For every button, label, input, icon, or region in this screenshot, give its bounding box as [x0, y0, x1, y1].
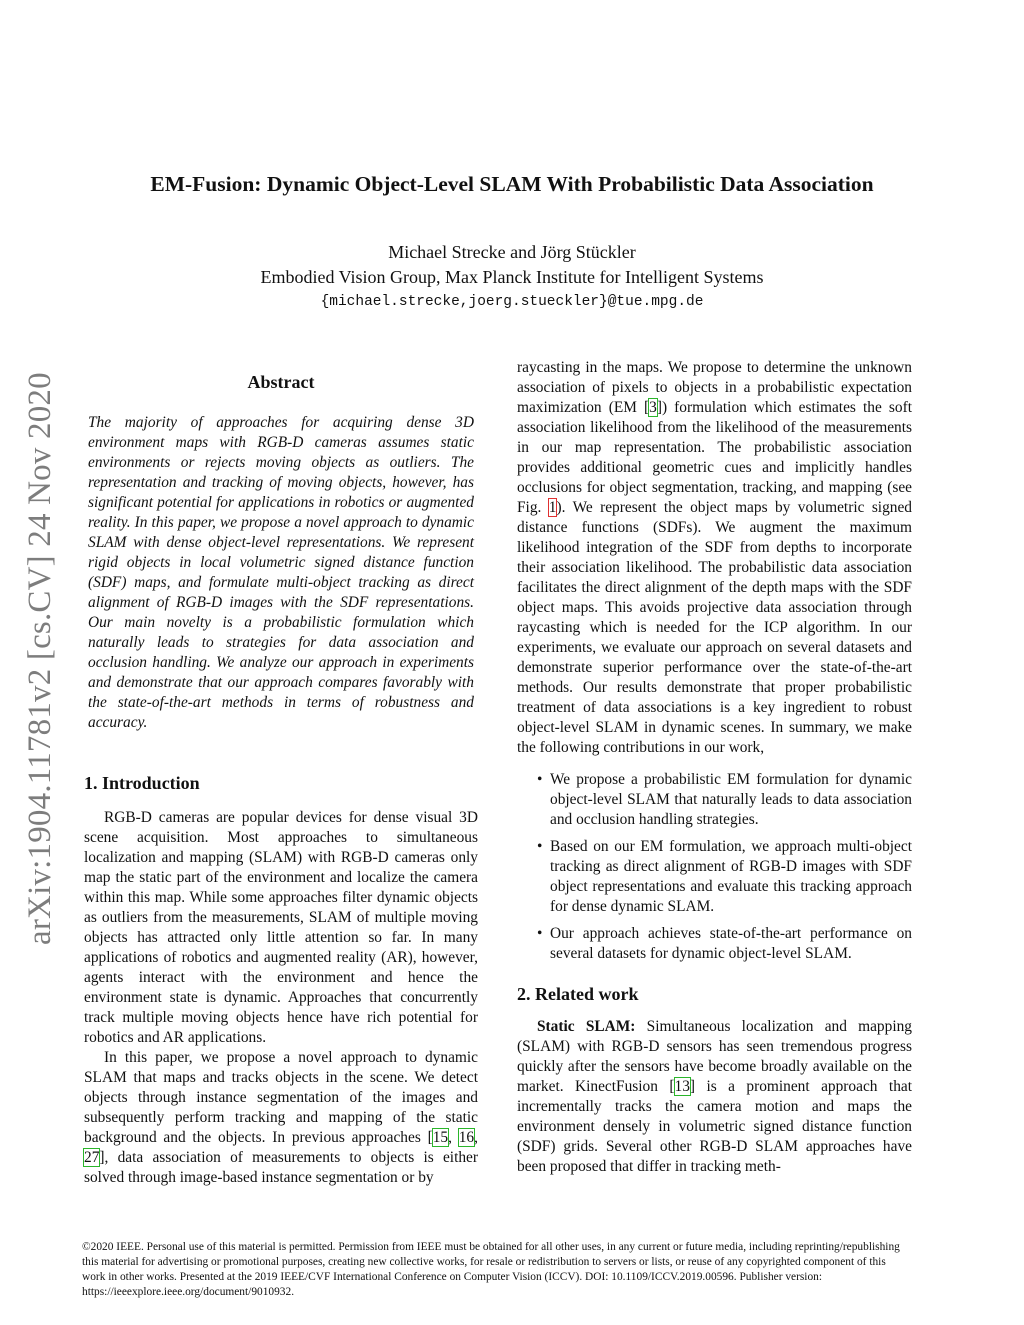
citation-link[interactable]: 16: [458, 1129, 475, 1146]
text-run: raycasting in the maps. We propose to determine the unknown association of pixels to objects in a probabilistic expectation maximization (EM [: [517, 359, 912, 416]
related-work-paragraph: [517, 1017, 912, 1177]
arxiv-identifier: arXiv:1904.11781v2 [cs.CV] 24 Nov 2020: [22, 372, 58, 945]
paper-title: EM-Fusion: Dynamic Object-Level SLAM With Probabilistic Data Association: [150, 172, 874, 196]
section-heading-introduction: 1. Introduction: [84, 773, 200, 793]
intro-paragraph-2-start: In this paper, we propose a novel approach to dynamic SLAM that maps and tracks objects in the scene. We detect objects through instance segmentation of the images and subsequently perform tracking and mapping of the static background and the objects. In previous approaches [15, 16, 27], data association of measurements to objects is either solved through image-based instance segmentation or by: [84, 1049, 478, 1186]
copyright-notice: ©2020 IEEE. Personal use of this material is permitted. Permission from IEEE must be obtained for all other uses, in any current or future media, including reprinting/republishing this material for advertising or promotional purposes, creating new collective works, for resale or redistribution to servers or lists, or reuse of any copyrighted component of this work in other works. Presented at the 2019 IEEE/CVF International Conference on Computer Vision (ICCV). DOI: 10.1109/ICCV.2019.00596. Publisher version: https://ieeexplore.ieee.org/document/9010932.: [82, 1241, 900, 1298]
run-in-heading: Static SLAM:: [537, 1018, 636, 1035]
right-column: [517, 358, 912, 1177]
author-block: [0, 240, 1024, 315]
intro-paragraph-1: RGB-D cameras are popular devices for dense visual 3D scene acquisition. Most approaches to simultaneous localization and mapping (SLAM) with RGB-D cameras only map the static part of the environment and localize the camera within this map. While some approaches filter dynamic objects as outliers from the measurements, SLAM of multiple moving objects has attracted only little attention so far. In many applications of robotics and augmented reality (AR), however, agents interact with the environment and hence the environment state is dynamic. Approaches that concurrently track multiple moving objects hence have rich potential for robotics and AR applications.: [84, 809, 478, 1046]
citation-link[interactable]: 13: [674, 1078, 690, 1095]
section-heading-related-work: 2. Related work: [517, 984, 639, 1004]
citation-link[interactable]: 27: [84, 1149, 100, 1166]
text-run: Simultaneous localization and mapping (SLAM) with RGB-D sensors has seen tremendous progress quickly after the sensors have become broadly available on the market. KinectFusion [: [517, 1018, 912, 1095]
affiliation: Embodied Vision Group, Max Planck Institute for Intelligent Systems: [260, 267, 764, 287]
citation-link[interactable]: 3: [649, 399, 657, 416]
left-column: [84, 372, 478, 1188]
text-run: ], data association of measurements to objects is either solved through image-based instance segmentation or by: [84, 1149, 478, 1186]
author-names: Michael Strecke and Jörg Stückler: [388, 242, 636, 262]
text-run: ). We represent the object maps by volumetric signed distance functions (SDFs). We augment the maximum likelihood integration of the SDF from depths to incorporate their association likelihood. The probabilistic data association facilitates the direct alignment of the depth maps with the SDF object maps. This avoids projective data association through raycasting which is needed for the ICP algorithm. In our experiments, we evaluate our approach on several datasets and demonstrate superior performance over the state-of-the-art methods. Our results demonstrate that proper probabilistic treatment of data associations is a key ingredient to robust object-level SLAM in dynamic scenes. In summary, we make the following contributions in our work,: [517, 499, 912, 756]
list-item: • Based on our EM formulation, we approach multi-object tracking as direct alignment of RGB-D images with SDF object representations and evaluate this tracking approach for dense dynamic SLAM.: [517, 837, 912, 917]
text-run: ] is a prominent approach that incrementally tracks the camera motion and maps the environment densely in volumetric signed distance function (SDF) grids. Several other RGB-D SLAM approaches have been proposed that differ in tracking meth-: [517, 1078, 912, 1175]
text-run: ]) formulation which estimates the soft association likelihood from the likelihood of the measurements in our map representation. The probabilistic association provides additional geometric cues and implicitly handles occlusions for object segmentation, tracking, and mapping (see Fig.: [517, 399, 912, 516]
text-run: In this paper, we propose a novel approach to dynamic SLAM that maps and tracks objects in the scene. We detect objects through instance segmentation of the images and subsequently perform tracking and mapping of the static background and the objects. In previous approaches [: [84, 1049, 478, 1146]
contributions-list: [517, 770, 912, 964]
author-email: {michael.strecke,joerg.stueckler}@tue.mpg.de: [320, 294, 704, 310]
abstract-text: The majority of approaches for acquiring dense 3D environment maps with RGB-D cameras assumes static environments or rejects moving objects as outliers. The representation and tracking of moving objects, however, has significant potential for applications in robotics or augmented reality. In this paper, we propose a novel approach to dynamic SLAM with dense object-level representations. We represent rigid objects in local volumetric signed distance function (SDF) maps, and formulate multi-object tracking as direct alignment of RGB-D images with the SDF representations. Our main novelty is a probabilistic formulation which naturally leads to strategies for data association and occlusion handling. We analyze our approach in experiments and demonstrate that our approach compares favorably with the state-of-the-art methods in terms of robustness and accuracy.: [88, 414, 474, 731]
list-item: • Our approach achieves state-of-the-art performance on several datasets for dynamic object-level SLAM.: [517, 924, 912, 964]
abstract-heading: Abstract: [247, 372, 315, 392]
figure-link[interactable]: 1: [548, 499, 557, 516]
citation-link[interactable]: 15: [432, 1129, 449, 1146]
intro-paragraph-2-continued: [517, 358, 912, 758]
list-item: • We propose a probabilistic EM formulation for dynamic object-level SLAM that naturally leads to data association and occlusion handling strategies.: [517, 770, 912, 830]
